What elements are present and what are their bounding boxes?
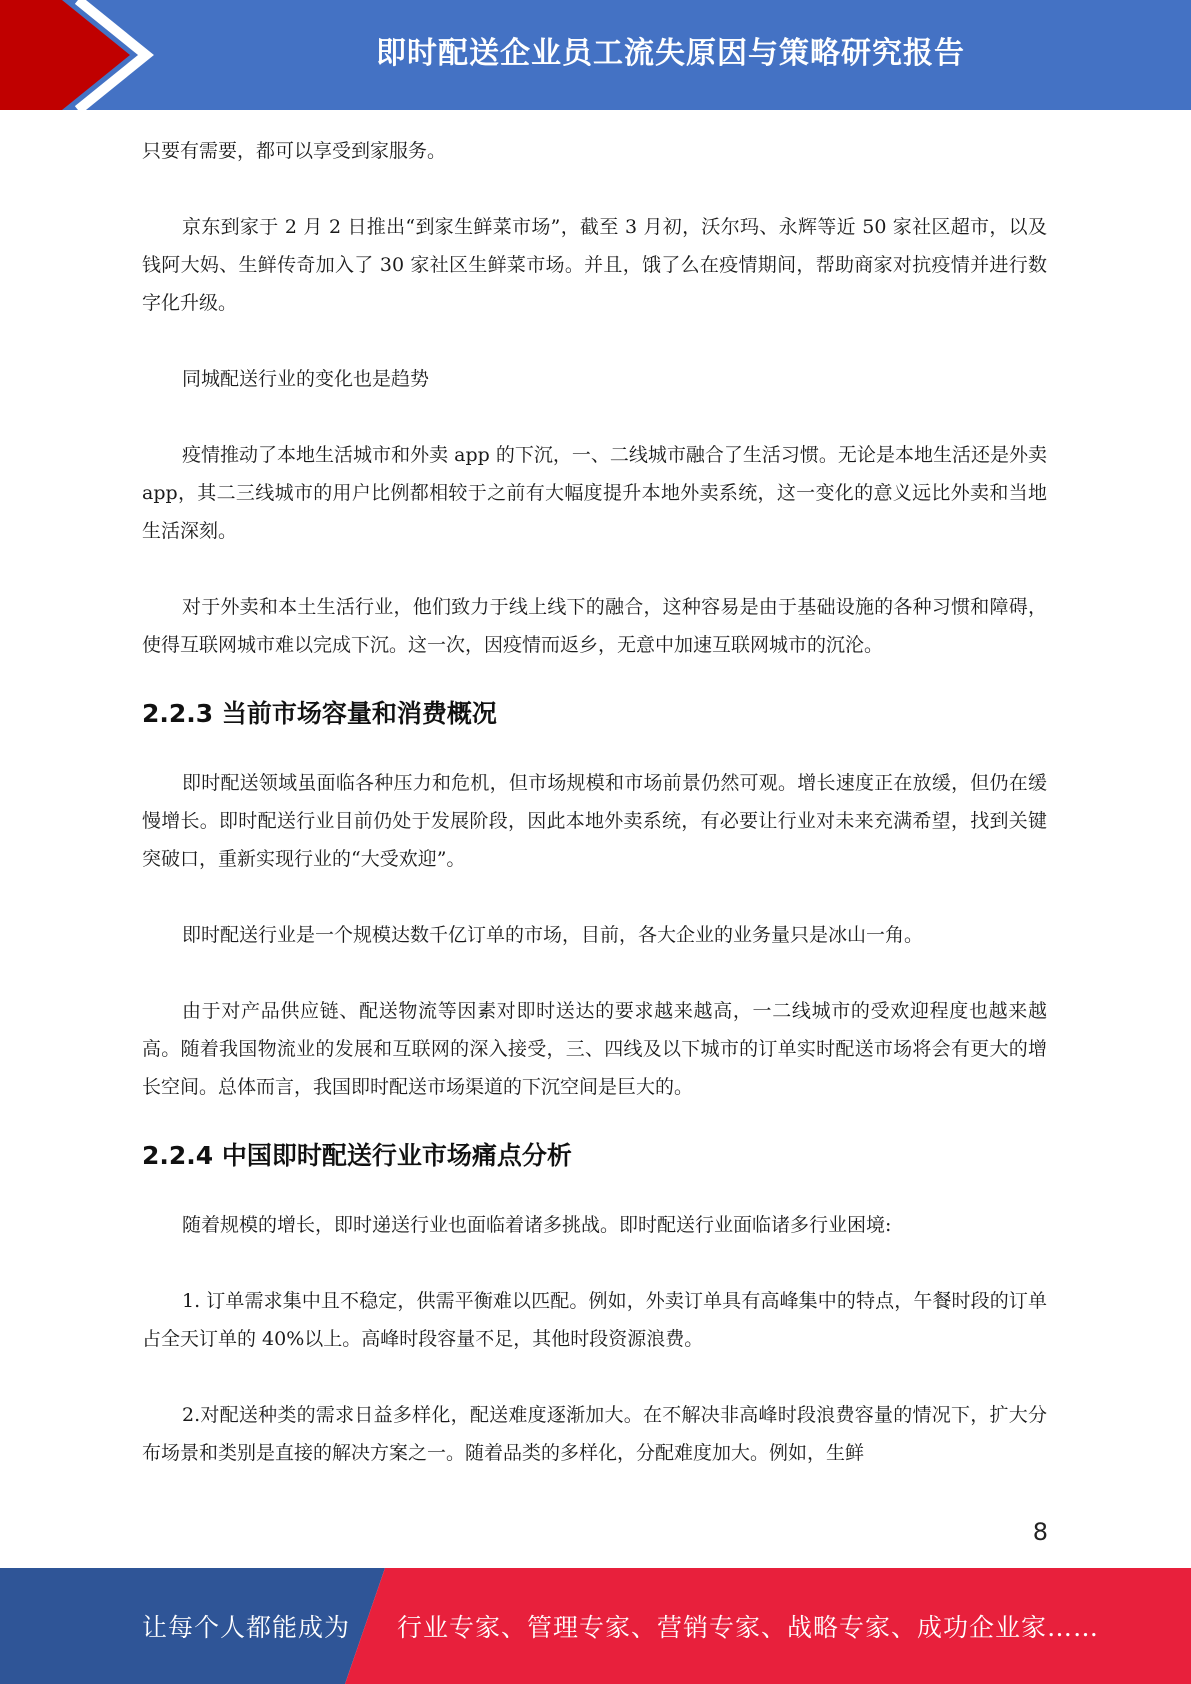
header-title: 即时配送企业员工流失原因与策略研究报告 — [376, 36, 965, 71]
paragraph-7: 即时配送行业是一个规模达数千亿订单的市场，目前，各大企业的业务量只是冰山一角。 — [182, 924, 924, 946]
section-heading-2-2-4: 2.2.4 中国即时配送行业市场痛点分析 — [142, 1141, 572, 1170]
footer-slogan-right: 行业专家、管理专家、营销专家、战略专家、成功企业家…… — [397, 1613, 1100, 1642]
paragraph-5: 对于外卖和本土生活行业，他们致力于线上线下的融合，这种容易是由于基础设施的各种习惯和障碍，使得互联网城市难以完成下沉。这一次，因疫情而返乡，无意中加速互联网城市的沉沦。 — [142, 596, 1047, 656]
paragraph-11: 2.对配送种类的需求日益多样化，配送难度逐渐加大。在不解决非高峰时段浪费容量的情况下，扩大分布场景和类别是直接的解决方案之一。随着品类的多样化，分配难度加大。例如，生鲜 — [142, 1404, 1047, 1464]
document-body — [142, 132, 1047, 1510]
paragraph-6: 即时配送领域虽面临各种压力和危机，但市场规模和市场前景仍然可观。增长速度正在放缓，但仍在缓慢增长。即时配送行业目前仍处于发展阶段，因此本地外卖系统，有必要让行业对未来充满希望，找到关键突破口，重新实现行业的“大受欢迎”。 — [142, 772, 1047, 870]
footer-slogan-left: 让每个人都能成为 — [142, 1613, 351, 1642]
paragraph-2: 京东到家于 2 月 2 日推出“到家生鲜菜市场”，截至 3 月初，沃尔玛、永辉等近 50 家社区超市，以及钱阿大妈、生鲜传奇加入了 30 家社区生鲜菜市场。并且，饿了么在疫情期间，帮助商家对抗疫情并进行数字化升级。 — [142, 216, 1047, 314]
section-heading-2-2-3: 2.2.3 当前市场容量和消费概况 — [142, 699, 497, 728]
page-footer — [0, 1568, 1191, 1684]
paragraph-9: 随着规模的增长，即时递送行业也面临着诸多挑战。即时配送行业面临诸多行业困境: — [182, 1214, 892, 1236]
page-number: 8 — [1032, 1518, 1048, 1546]
paragraph-8: 由于对产品供应链、配送物流等因素对即时送达的要求越来越高，一二线城市的受欢迎程度也越来越高。随着我国物流业的发展和互联网的深入接受，三、四线及以下城市的订单实时配送市场将会有更大的增长空间。总体而言，我国即时配送市场渠道的下沉空间是巨大的。 — [142, 1000, 1047, 1098]
header-red-arrow — [0, 0, 130, 110]
paragraph-10: 1. 订单需求集中且不稳定，供需平衡难以匹配。例如，外卖订单具有高峰集中的特点，午餐时段的订单占全天订单的 40%以上。高峰时段容量不足，其他时段资源浪费。 — [142, 1290, 1047, 1350]
page-header — [0, 0, 1191, 110]
paragraph-3: 同城配送行业的变化也是趋势 — [182, 368, 430, 390]
paragraph-1: 只要有需要，都可以享受到家服务。 — [142, 140, 447, 162]
paragraph-4: 疫情推动了本地生活城市和外卖 app 的下沉，一、二线城市融合了生活习惯。无论是本地生活还是外卖 app，其二三线城市的用户比例都相较于之前有大幅度提升本地外卖系统，这一变化的意义远比外卖和当地生活深刻。 — [142, 444, 1047, 542]
